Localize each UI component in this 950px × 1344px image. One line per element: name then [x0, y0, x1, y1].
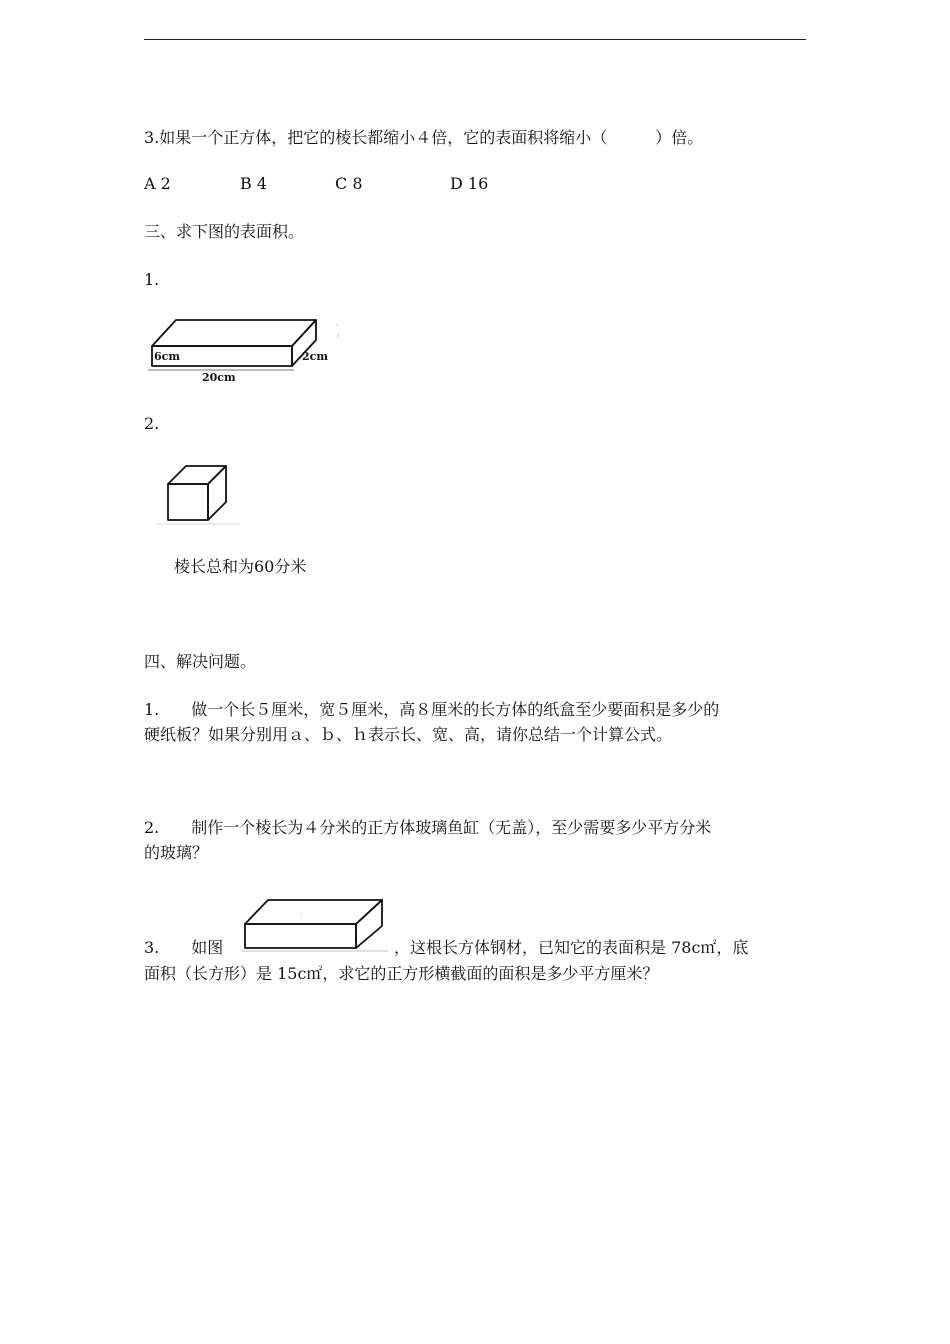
section-3-heading: 三、求下图的表面积。	[144, 222, 305, 241]
problem-2-line-1: 2. 制作一个棱长为４分米的正方体玻璃鱼缸（无盖），至少需要多少平方分米	[144, 818, 712, 837]
problem-1-line-1: 1. 做一个长５厘米，宽５厘米，高８厘米的长方体的纸盒至少要面积是多少的	[144, 700, 720, 719]
header-rule	[144, 39, 806, 40]
label-width: 6cm	[154, 350, 180, 363]
option-b: B 4	[240, 174, 268, 193]
svg-text:·: ·	[300, 910, 303, 918]
section-3-item-1-number: 1.	[144, 270, 160, 289]
option-d: D 16	[450, 174, 489, 193]
problem-3-prefix: 3. 如图	[144, 938, 224, 957]
steel-bar-figure	[240, 894, 390, 956]
bar-top-face	[245, 900, 382, 924]
section-3-item-2-number: 2.	[144, 414, 160, 433]
option-c: C 8	[335, 174, 363, 193]
bar-side-face	[356, 900, 382, 948]
cuboid-top-face	[152, 320, 316, 346]
svg-text::: :	[337, 331, 340, 340]
cube-caption: 棱长总和为60分米	[174, 557, 307, 576]
cube-front-face	[168, 484, 208, 520]
question-3-text: 3.如果一个正方体，把它的棱长都缩小４倍，它的表面积将缩小（ ）倍。	[144, 128, 704, 147]
problem-1-line-2: 硬纸板？如果分别用ａ、ｂ、ｈ表示长、宽、高，请你总结一个计算公式。	[144, 725, 673, 744]
svg-text:·: ·	[336, 321, 339, 330]
option-a: A 2	[144, 174, 171, 193]
section-4-heading: 四、解决问题。	[144, 652, 257, 671]
problem-2-line-2: 的玻璃？	[144, 843, 209, 862]
problem-3-line-2: 面积（长方形）是 15c㎡，求它的正方形横截面的面积是多少平方厘米？	[144, 964, 659, 983]
label-length: 20cm	[202, 371, 236, 384]
label-height: 2cm	[302, 350, 328, 363]
cube-side-face	[208, 466, 226, 520]
bar-front-face	[245, 924, 356, 948]
cube-figure	[152, 460, 244, 528]
cuboid-figure-1	[144, 310, 354, 388]
problem-3-line-1-rest: ，这根长方体钢材，已知它的表面积是 78c㎡，底	[394, 938, 749, 957]
